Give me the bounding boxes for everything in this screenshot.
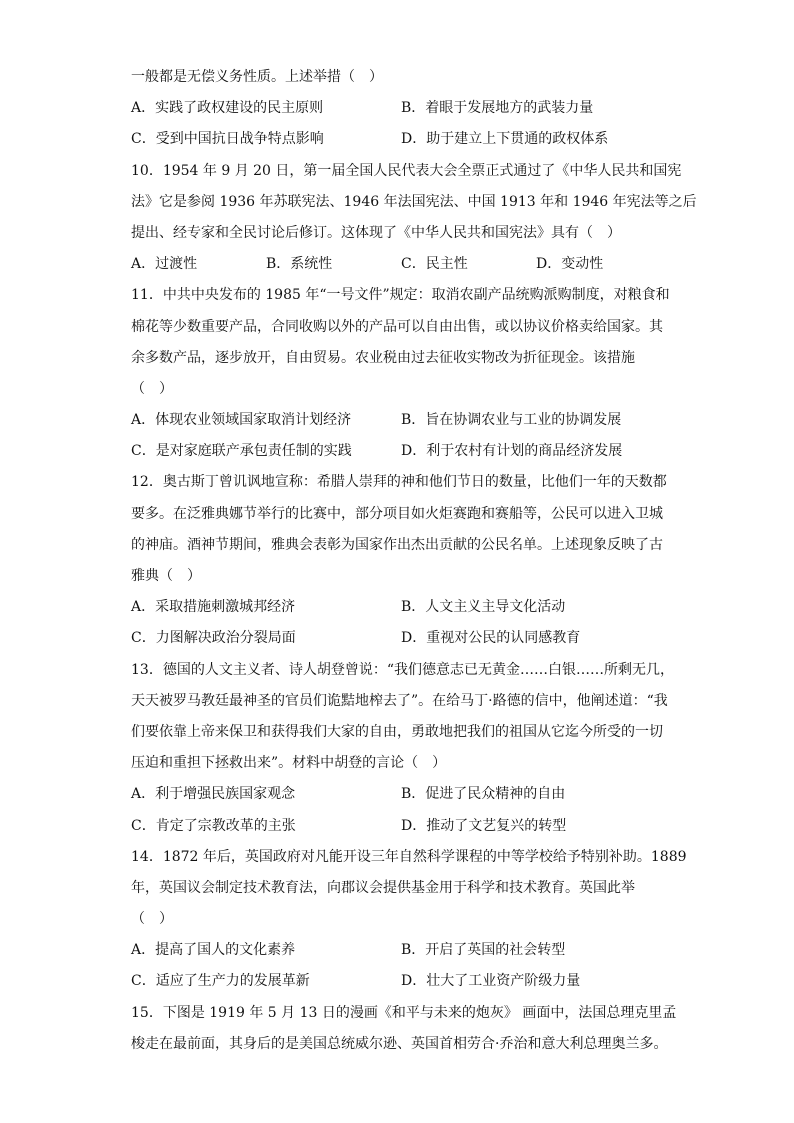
q10-stem-line-3: 提出、经专家和全民讨论后修订。这体现了《中华人民共和国宪法》具有（ ）: [131, 224, 621, 241]
q13-option-c[interactable]: C．肯定了宗教改革的主张: [131, 817, 296, 834]
q12-stem-line-3: 的神庙。酒神节期间，雅典会表彰为国家作出杰出贡献的公民名单。上述现象反映了古: [131, 536, 663, 553]
q10-option-d[interactable]: D．变动性: [536, 256, 604, 273]
q10-option-a[interactable]: A．过渡性: [131, 256, 198, 273]
q14-option-d[interactable]: D．壮大了工业资产阶级力量: [401, 973, 581, 990]
q14-option-c[interactable]: C．适应了生产力的发展革新: [131, 973, 310, 990]
q9-stem-tail: 一般都是无偿义务性质。上述举措（ ）: [131, 69, 383, 85]
q13-stem-line-2: 天天被罗马教廷最神圣的官员们诡黠地榨去了”。在给马丁·路德的信中，他阐述道：“我: [131, 692, 668, 709]
q13-options-row-2: [131, 811, 671, 842]
q14-stem-line-3: （ ）: [131, 911, 173, 928]
q9-option-b[interactable]: B．着眼于发展地方的武装力量: [401, 100, 594, 117]
q12-stem-line-2: 要多。在泛雅典娜节举行的比赛中，部分项目如火炬赛跑和赛船等，公民可以进入卫城: [131, 505, 663, 522]
q11-option-b[interactable]: B．旨在协调农业与工业的协调发展: [401, 412, 622, 429]
q11-option-c[interactable]: C．是对家庭联产承包责任制的实践: [131, 443, 352, 460]
q13-stem-line-3: 们要依靠上帝来保卫和获得我们大家的自由，勇敢地把我们的祖国从它迄今所受的一切: [131, 723, 663, 740]
q14-options-row-2: [131, 966, 671, 997]
q13-stem-line-4: 压迫和重担下拯救出来”。材料中胡登的言论（ ）: [131, 755, 447, 772]
q14-stem-line-2: 年，英国议会制定技术教育法，向郡议会提供基金用于科学和技术教育。英国此举: [131, 879, 635, 896]
q14-stem-line-1: 14．1872 年后，英国政府对凡能开设三年自然科学课程的中等学校给予特别补助。1889: [131, 848, 687, 865]
q9-option-d[interactable]: D．助于建立上下贯通的政权体系: [401, 131, 609, 148]
q12-stem-line-1: 12．奥古斯丁曾讥讽地宣称：希腊人崇拜的神和他们节日的数量，比他们一年的天数都: [131, 474, 667, 491]
q11-option-a[interactable]: A．体现农业领域国家取消计划经济: [131, 412, 352, 429]
q15-stem-line-2: 梭走在最前面，其身后的是美国总统威尔逊、英国首相劳合·乔治和意大利总理奥兰多。: [131, 1035, 668, 1052]
q14-option-b[interactable]: B．开启了英国的社会转型: [401, 942, 566, 959]
q12-option-c[interactable]: C．力图解决政治分裂局面: [131, 630, 296, 647]
q15-stem-line-1: 15．下图是 1919 年 5 月 13 日的漫画《和平与未来的炮灰》 画面中，法国总理克里孟: [131, 1004, 677, 1021]
q11-stem-line-4: （ ）: [131, 380, 173, 397]
q9-options-row-1: [131, 93, 671, 124]
q10-stem-line-2: 法》它是参阅 1936 年苏联宪法、1946 年法国宪法、中国 1913 年和 1946 年宪法等之后: [131, 193, 697, 210]
q13-option-d[interactable]: D．推动了文艺复兴的转型: [401, 817, 567, 834]
q11-options-row-1: [131, 405, 671, 436]
q12-options-row-2: [131, 623, 671, 654]
q9-option-c[interactable]: C．受到中国抗日战争特点影响: [131, 131, 324, 148]
q9-option-a[interactable]: A．实践了政权建设的民主原则: [131, 100, 324, 117]
q9-options-row-2: [131, 124, 671, 155]
q11-stem-line-3: 余多数产品，逐步放开，自由贸易。农业税由过去征收实物改为折征现金。该措施: [131, 349, 635, 366]
q12-options-row-1: [131, 592, 671, 623]
q11-option-d[interactable]: D．利于农村有计划的商品经济发展: [401, 443, 623, 460]
q13-option-b[interactable]: B．促进了民众精神的自由: [401, 786, 566, 803]
q13-option-a[interactable]: A．利于增强民族国家观念: [131, 786, 296, 803]
q12-option-b[interactable]: B．人文主义主导文化活动: [401, 599, 566, 616]
q12-stem-line-4: 雅典（ ）: [131, 568, 201, 584]
q10-option-c[interactable]: C．民主性: [401, 256, 468, 273]
q11-options-row-2: [131, 436, 671, 467]
q12-option-d[interactable]: D．重视对公民的认同感教育: [401, 630, 581, 647]
q14-option-a[interactable]: A．提高了国人的文化素养: [131, 942, 296, 959]
q10-stem-line-1: 10．1954 年 9 月 20 日，第一届全国人民代表大会全票正式通过了《中华人民共和国宪: [131, 162, 682, 179]
q13-stem-line-1: 13．德国的人文主义者、诗人胡登曾说：“我们德意志已无黄金……白银……所剩无几，: [131, 661, 674, 678]
q10-option-b[interactable]: B．系统性: [266, 256, 333, 273]
q14-options-row-1: [131, 935, 671, 966]
q10-options-row: [131, 249, 671, 280]
q13-options-row-1: [131, 779, 671, 810]
q12-option-a[interactable]: A．采取措施刺激城邦经济: [131, 599, 296, 616]
q11-stem-line-1: 11．中共中央发布的 1985 年“一号文件”规定：取消农副产品统购派购制度，对粮食和: [131, 287, 670, 304]
q11-stem-line-2: 棉花等少数重要产品，合同收购以外的产品可以自由出售，或以协议价格卖给国家。其: [131, 318, 663, 335]
exam-content: [131, 62, 697, 1060]
